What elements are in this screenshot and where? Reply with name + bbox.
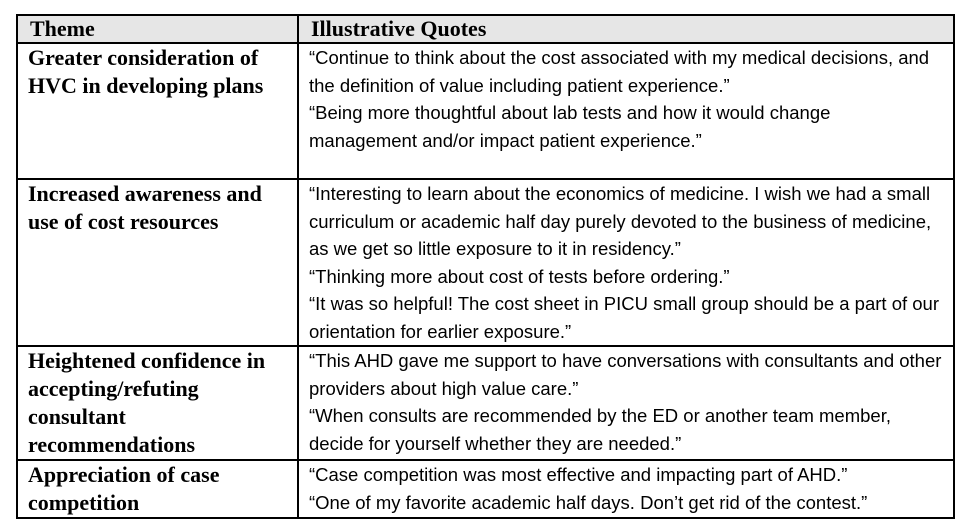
- table-row: [17, 179, 954, 346]
- themes-table: [16, 14, 955, 519]
- theme-column-header: Theme: [17, 15, 298, 43]
- quote: “Continue to think about the cost associated with my medical decisions, and the definition of value including patient experience.”: [309, 47, 930, 96]
- quote: “It was so helpful! The cost sheet in PICU small group should be a part of our orientation for earlier exposure.”: [309, 293, 940, 342]
- table-row: [17, 460, 954, 518]
- quotes-column-header: Illustrative Quotes: [298, 15, 954, 43]
- table-row: [17, 346, 954, 460]
- quote: “When consults are recommended by the ED or another team member, decide for yourself whether they are needed.”: [309, 405, 891, 454]
- quote: “Interesting to learn about the economics of medicine. I wish we had a small curriculum or academic half day purely devoted to the business of medicine, as we get so little exposure to it in residency.”: [309, 183, 932, 259]
- theme-cell: Increased awareness and use of cost resources: [17, 179, 298, 346]
- quotes-cell: [298, 346, 954, 460]
- quote: “This AHD gave me support to have conversations with consultants and other providers about high value care.”: [309, 350, 942, 399]
- header-row: [17, 15, 954, 43]
- theme-cell: Heightened confidence in accepting/refuting consultant recommendations: [17, 346, 298, 460]
- quote: “Being more thoughtful about lab tests and how it would change management and/or impact patient experience.”: [309, 102, 831, 151]
- quotes-cell: [298, 460, 954, 518]
- theme-cell: Greater consideration of HVC in developing plans: [17, 43, 298, 179]
- table-row: [17, 43, 954, 179]
- theme-cell: Appreciation of case competition: [17, 460, 298, 518]
- quotes-cell: [298, 179, 954, 346]
- quote: “One of my favorite academic half days. Don’t get rid of the contest.”: [309, 491, 868, 513]
- quote: “Thinking more about cost of tests before ordering.”: [309, 265, 730, 287]
- quotes-cell: [298, 43, 954, 179]
- quote: “Case competition was most effective and impacting part of AHD.”: [309, 464, 848, 485]
